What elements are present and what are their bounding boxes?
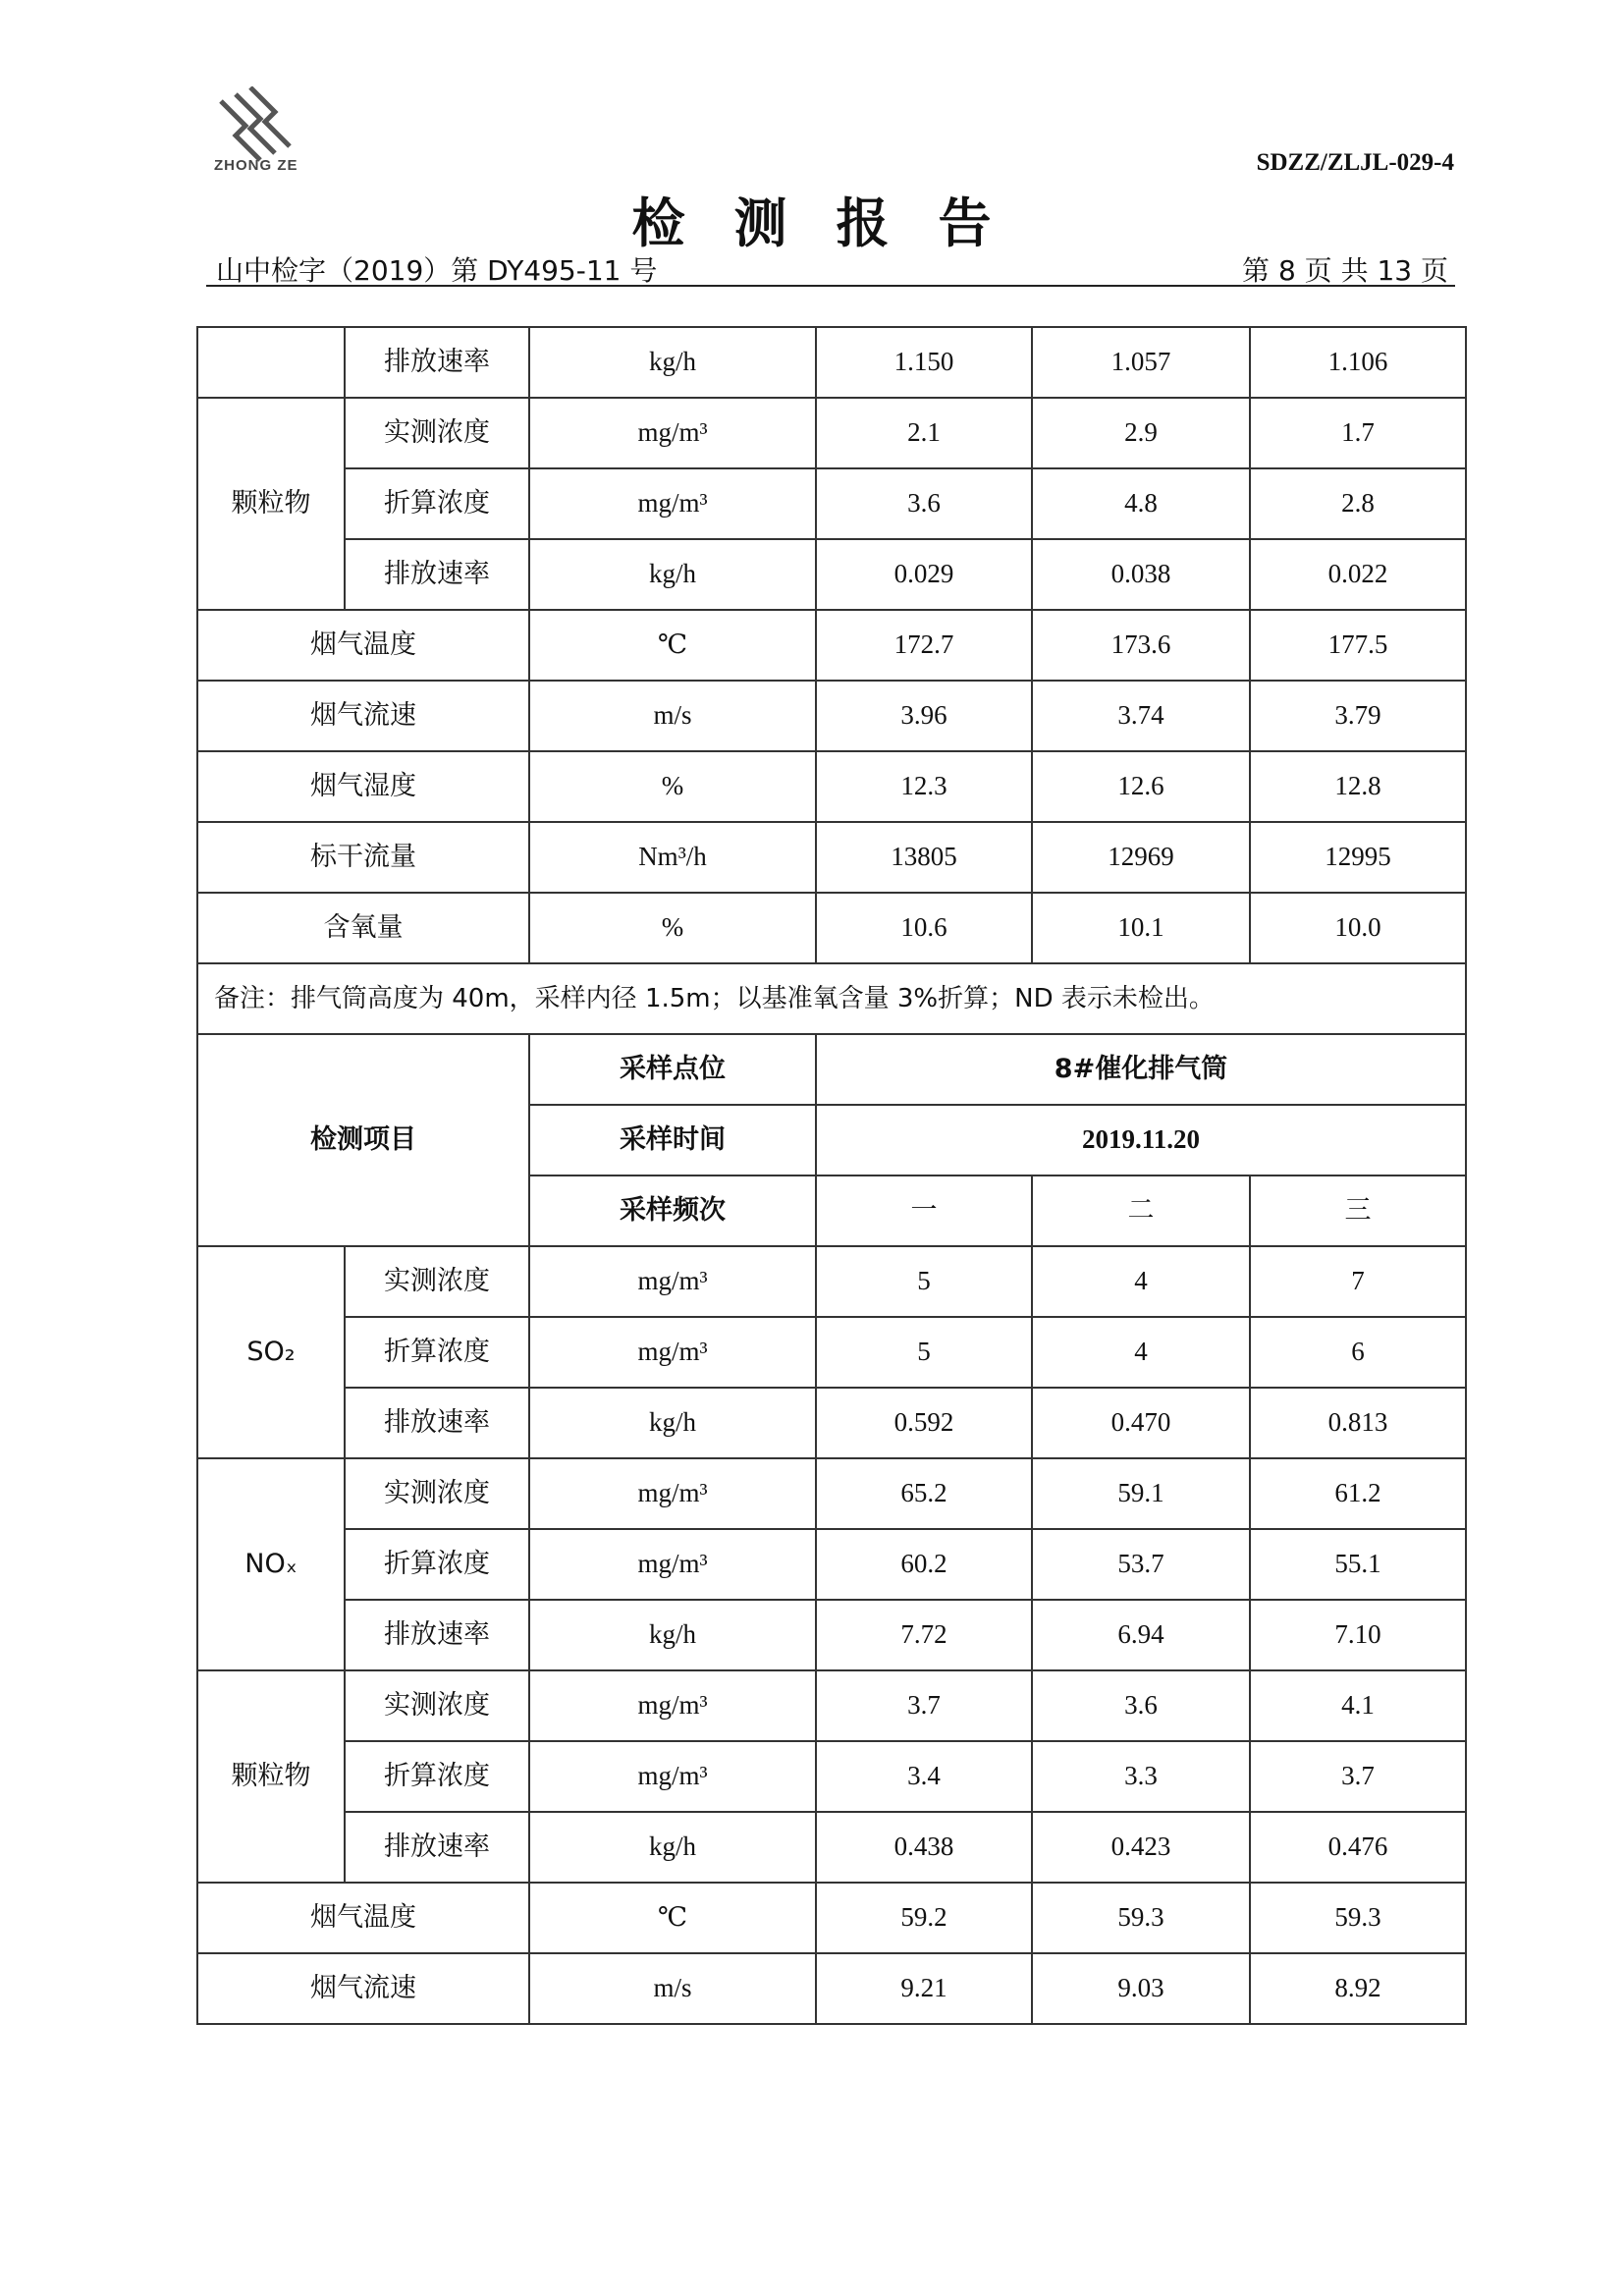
item-cell: 实测浓度	[345, 1246, 529, 1317]
table-row	[197, 1458, 1466, 1529]
value-cell: 0.038	[1032, 539, 1250, 610]
value-cell: 3.3	[1032, 1741, 1250, 1812]
value-cell: 3.6	[816, 468, 1032, 539]
value-cell: 3.6	[1032, 1670, 1250, 1741]
value-cell: 12969	[1032, 822, 1250, 893]
unit-cell: mg/m³	[529, 468, 816, 539]
page-title: 检测报告	[631, 192, 1041, 254]
value-cell: 1.106	[1250, 327, 1466, 398]
item-cell: 折算浓度	[345, 468, 529, 539]
table-row	[197, 468, 1466, 539]
value-cell: 6	[1250, 1317, 1466, 1388]
point-label: 采样点位	[529, 1034, 816, 1105]
unit-cell: kg/h	[529, 539, 816, 610]
note-row	[197, 963, 1466, 1034]
param-cell: 烟气湿度	[197, 751, 529, 822]
value-cell: 53.7	[1032, 1529, 1250, 1600]
unit-cell: mg/m³	[529, 1246, 816, 1317]
value-cell: 0.470	[1032, 1388, 1250, 1458]
header-divider	[206, 285, 1455, 287]
unit-cell: Nm³/h	[529, 822, 816, 893]
value-cell: 9.21	[816, 1953, 1032, 2024]
item-cell: 折算浓度	[345, 1529, 529, 1600]
table-row	[197, 1529, 1466, 1600]
value-cell: 4	[1032, 1246, 1250, 1317]
item-cell: 实测浓度	[345, 1458, 529, 1529]
freq-cell: 二	[1032, 1175, 1250, 1246]
value-cell: 3.74	[1032, 681, 1250, 751]
group-cell: 颗粒物	[197, 398, 345, 610]
item-cell: 折算浓度	[345, 1741, 529, 1812]
report-number: 山中检字（2019）第 DY495-11 号	[216, 254, 658, 287]
group-cell	[197, 327, 345, 398]
item-cell: 排放速率	[345, 1600, 529, 1670]
param-cell: 烟气温度	[197, 610, 529, 681]
param-cell: 烟气流速	[197, 681, 529, 751]
unit-cell: m/s	[529, 1953, 816, 2024]
unit-cell: mg/m³	[529, 1317, 816, 1388]
table-row	[197, 1953, 1466, 2024]
unit-cell: mg/m³	[529, 1670, 816, 1741]
note-text: 备注：排气筒高度为 40m，采样内径 1.5m；以基准氧含量 3%折算；ND 表示未检出。	[197, 963, 1466, 1034]
value-cell: 3.79	[1250, 681, 1466, 751]
value-cell: 2.8	[1250, 468, 1466, 539]
table-row	[197, 1812, 1466, 1883]
unit-cell: kg/h	[529, 327, 816, 398]
unit-cell: m/s	[529, 681, 816, 751]
value-cell: 1.7	[1250, 398, 1466, 468]
value-cell: 177.5	[1250, 610, 1466, 681]
freq-cell: 三	[1250, 1175, 1466, 1246]
value-cell: 13805	[816, 822, 1032, 893]
table-row	[197, 1388, 1466, 1458]
table-row	[197, 327, 1466, 398]
value-cell: 172.7	[816, 610, 1032, 681]
table-row	[197, 1246, 1466, 1317]
document-code: SDZZ/ZLJL-029-4	[1256, 149, 1454, 176]
table-header-row	[197, 1034, 1466, 1105]
value-cell: 59.3	[1250, 1883, 1466, 1953]
unit-cell: ℃	[529, 1883, 816, 1953]
freq-cell: 一	[816, 1175, 1032, 1246]
value-cell: 5	[816, 1317, 1032, 1388]
value-cell: 12.6	[1032, 751, 1250, 822]
param-cell: 含氧量	[197, 893, 529, 963]
table-row	[197, 1317, 1466, 1388]
value-cell: 59.1	[1032, 1458, 1250, 1529]
value-cell: 0.476	[1250, 1812, 1466, 1883]
value-cell: 10.0	[1250, 893, 1466, 963]
value-cell: 12.8	[1250, 751, 1466, 822]
logo-text: ZHONG ZE	[214, 157, 298, 174]
value-cell: 2.1	[816, 398, 1032, 468]
table-row	[197, 1741, 1466, 1812]
value-cell: 3.4	[816, 1741, 1032, 1812]
param-cell: 烟气流速	[197, 1953, 529, 2024]
unit-cell: mg/m³	[529, 1741, 816, 1812]
value-cell: 0.813	[1250, 1388, 1466, 1458]
value-cell: 12995	[1250, 822, 1466, 893]
value-cell: 12.3	[816, 751, 1032, 822]
unit-cell: kg/h	[529, 1600, 816, 1670]
table-row	[197, 893, 1466, 963]
item-cell: 排放速率	[345, 539, 529, 610]
table-row	[197, 1670, 1466, 1741]
table-row	[197, 822, 1466, 893]
unit-cell: %	[529, 893, 816, 963]
time-value: 2019.11.20	[816, 1105, 1466, 1175]
item-cell: 排放速率	[345, 327, 529, 398]
value-cell: 10.1	[1032, 893, 1250, 963]
results-table	[196, 326, 1467, 2025]
group-cell: NOₓ	[197, 1458, 345, 1670]
value-cell: 55.1	[1250, 1529, 1466, 1600]
value-cell: 0.022	[1250, 539, 1466, 610]
value-cell: 3.7	[1250, 1741, 1466, 1812]
value-cell: 7.10	[1250, 1600, 1466, 1670]
value-cell: 4.1	[1250, 1670, 1466, 1741]
table-row	[197, 398, 1466, 468]
value-cell: 4.8	[1032, 468, 1250, 539]
freq-label: 采样频次	[529, 1175, 816, 1246]
time-label: 采样时间	[529, 1105, 816, 1175]
item-cell: 排放速率	[345, 1812, 529, 1883]
item-cell: 折算浓度	[345, 1317, 529, 1388]
unit-cell: mg/m³	[529, 1458, 816, 1529]
value-cell: 60.2	[816, 1529, 1032, 1600]
unit-cell: ℃	[529, 610, 816, 681]
group-cell: 颗粒物	[197, 1670, 345, 1883]
group-cell: SO₂	[197, 1246, 345, 1458]
value-cell: 59.2	[816, 1883, 1032, 1953]
param-cell: 标干流量	[197, 822, 529, 893]
table-row	[197, 1883, 1466, 1953]
value-cell: 7	[1250, 1246, 1466, 1317]
table-row	[197, 1600, 1466, 1670]
value-cell: 0.592	[816, 1388, 1032, 1458]
table-row	[197, 539, 1466, 610]
value-cell: 10.6	[816, 893, 1032, 963]
value-cell: 3.96	[816, 681, 1032, 751]
unit-cell: kg/h	[529, 1812, 816, 1883]
value-cell: 4	[1032, 1317, 1250, 1388]
item-cell: 实测浓度	[345, 1670, 529, 1741]
value-cell: 6.94	[1032, 1600, 1250, 1670]
value-cell: 65.2	[816, 1458, 1032, 1529]
value-cell: 3.7	[816, 1670, 1032, 1741]
item-header: 检测项目	[197, 1034, 529, 1246]
value-cell: 0.029	[816, 539, 1032, 610]
value-cell: 2.9	[1032, 398, 1250, 468]
param-cell: 烟气温度	[197, 1883, 529, 1953]
value-cell: 59.3	[1032, 1883, 1250, 1953]
table-row	[197, 681, 1466, 751]
unit-cell: kg/h	[529, 1388, 816, 1458]
value-cell: 1.150	[816, 327, 1032, 398]
table-row	[197, 610, 1466, 681]
value-cell: 61.2	[1250, 1458, 1466, 1529]
table-row	[197, 751, 1466, 822]
value-cell: 1.057	[1032, 327, 1250, 398]
value-cell: 7.72	[816, 1600, 1032, 1670]
unit-cell: %	[529, 751, 816, 822]
unit-cell: mg/m³	[529, 398, 816, 468]
value-cell: 0.438	[816, 1812, 1032, 1883]
page-info: 第 8 页 共 13 页	[1242, 254, 1448, 287]
unit-cell: mg/m³	[529, 1529, 816, 1600]
item-cell: 实测浓度	[345, 398, 529, 468]
value-cell: 9.03	[1032, 1953, 1250, 2024]
point-value: 8#催化排气筒	[816, 1034, 1466, 1105]
value-cell: 8.92	[1250, 1953, 1466, 2024]
item-cell: 排放速率	[345, 1388, 529, 1458]
value-cell: 5	[816, 1246, 1032, 1317]
value-cell: 0.423	[1032, 1812, 1250, 1883]
value-cell: 173.6	[1032, 610, 1250, 681]
